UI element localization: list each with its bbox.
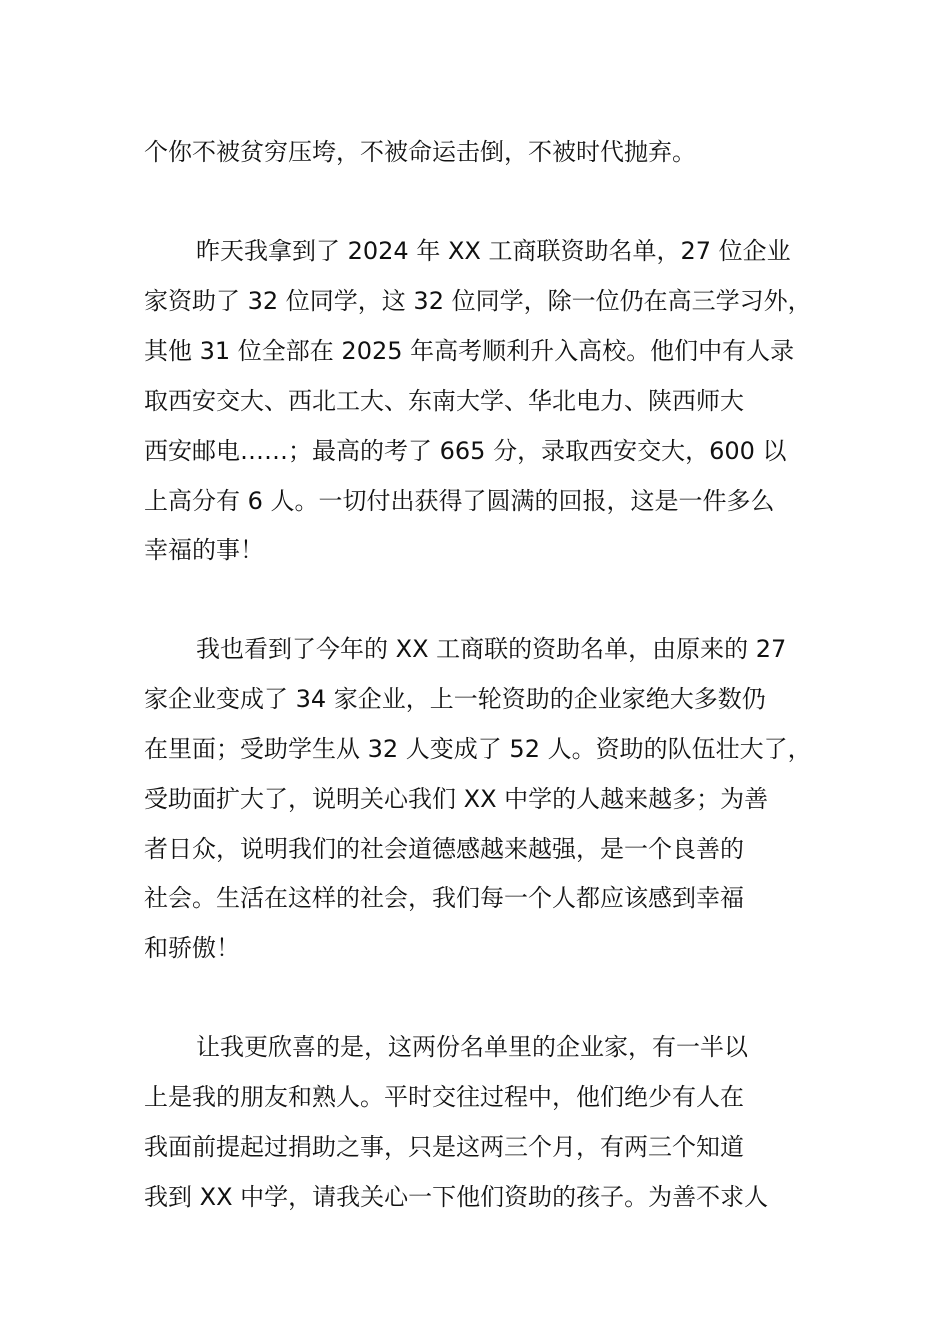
paragraph-3-line-5: 者日众，说明我们的社会道德感越来越强，是一个良善的 (144, 835, 744, 863)
paragraph-2-line-7: 幸福的事！ (144, 536, 264, 564)
paragraph-3-line-1: 我也看到了今年的 XX 工商联的资助名单，由原来的 27 (196, 635, 787, 663)
paragraph-3-line-2: 家企业变成了 34 家企业，上一轮资助的企业家绝大多数仍 (144, 685, 766, 713)
paragraph-2-line-1: 昨天我拿到了 2024 年 XX 工商联资助名单，27 位企业 (196, 237, 791, 265)
paragraph-1-line-1: 个你不被贫穷压垮，不被命运击倒，不被时代抛弃。 (144, 138, 696, 166)
paragraph-4-line-4: 我到 XX 中学，请我关心一下他们资助的孩子。为善不求人 (144, 1183, 769, 1211)
paragraph-3-line-7: 和骄傲！ (144, 934, 240, 962)
paragraph-2-line-3: 其他 31 位全部在 2025 年高考顺利升入高校。他们中有人录 (144, 337, 795, 365)
paragraph-3-line-6: 社会。生活在这样的社会，我们每一个人都应该感到幸福 (144, 884, 744, 912)
paragraph-2-line-5: 西安邮电……；最高的考了 665 分，录取西安交大，600 以 (144, 437, 787, 465)
paragraph-2-line-6: 上高分有 6 人。一切付出获得了圆满的回报，这是一件多么 (144, 487, 775, 515)
paragraph-3-line-4: 受助面扩大了，说明关心我们 XX 中学的人越来越多；为善 (144, 785, 769, 813)
paragraph-2-line-2: 家资助了 32 位同学，这 32 位同学，除一位仍在高三学习外， (144, 287, 812, 315)
paragraph-4-line-3: 我面前提起过捐助之事，只是这两三个月，有两三个知道 (144, 1133, 744, 1161)
paragraph-3-line-3: 在里面；受助学生从 32 人变成了 52 人。资助的队伍壮大了， (144, 735, 812, 763)
paragraph-4-line-1: 让我更欣喜的是，这两份名单里的企业家，有一半以 (196, 1033, 748, 1061)
paragraph-2-line-4: 取西安交大、西北工大、东南大学、华北电力、陕西师大 (144, 387, 744, 415)
paragraph-4-line-2: 上是我的朋友和熟人。平时交往过程中，他们绝少有人在 (144, 1083, 744, 1111)
